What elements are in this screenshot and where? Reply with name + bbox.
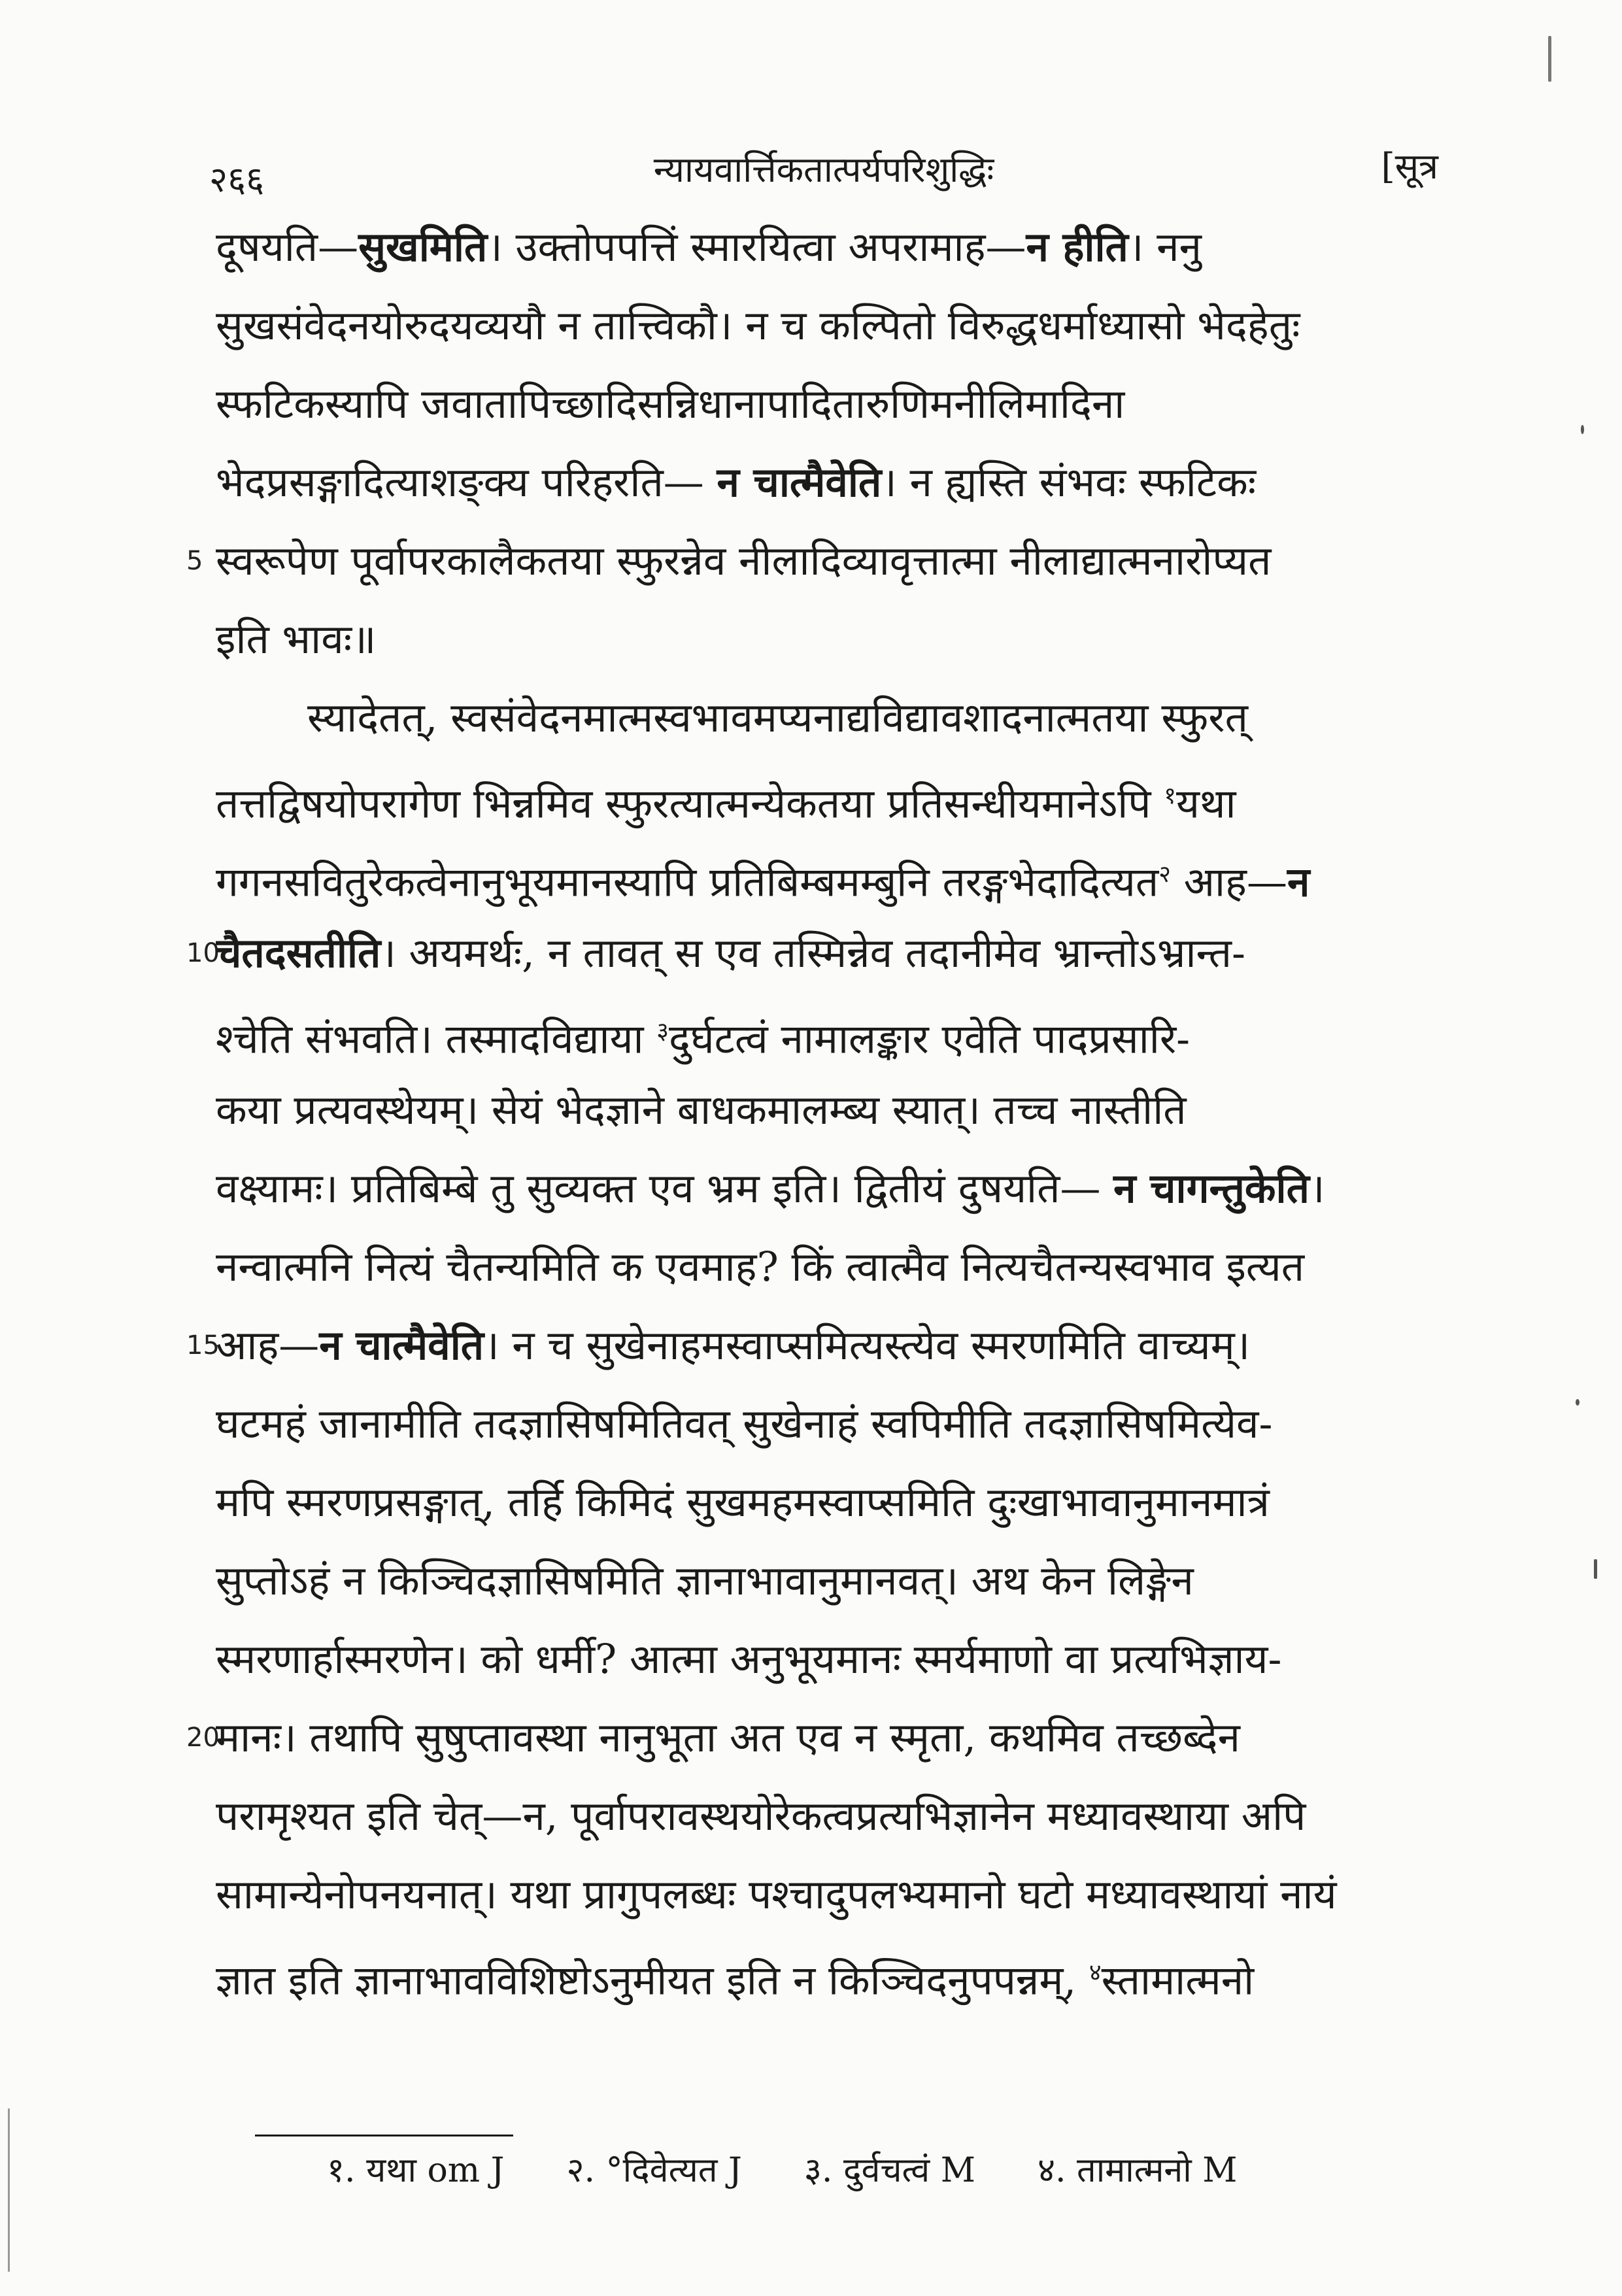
text-line xyxy=(216,1777,1445,1855)
footnote-ref: २ xyxy=(1158,861,1171,888)
text-line xyxy=(216,1306,1445,1385)
text-span: भेदप्रसङ्गादित्याशङ्क्य परिहरति— xyxy=(216,458,717,506)
footnote: २. °दिवेत्यत J xyxy=(566,2151,742,2190)
text-line xyxy=(216,1934,1445,2012)
footnote: १. यथा om J xyxy=(327,2151,505,2190)
text-span: सामान्येनोपनयनात्। यथा प्रागुपलब्धः पश्चादुपलभ्यमानो घटो मध्यावस्थायां नायं xyxy=(216,1870,1337,1918)
text-line xyxy=(216,286,1445,365)
text-span: सुखसंवेदनयोरुदयव्ययौ न तात्त्विकौ। न च कल्पितो विरुद्धधर्माध्यासो भेदहेतुः xyxy=(216,301,1300,349)
scan-speck xyxy=(1576,1399,1580,1406)
text-line xyxy=(216,1620,1445,1698)
text-span: मानः। तथापि सुषुप्तावस्था नानुभूता अत एव न स्मृता, कथमिव तच्छब्देन xyxy=(216,1714,1240,1761)
bold-lemma: चैतदसतीति xyxy=(216,929,381,977)
text-span: गगनसवितुरेकत्वेनानुभूयमानस्यापि प्रतिबिम्बमम्बुनि तरङ्गभेदादित्यत xyxy=(216,858,1159,906)
footnotes xyxy=(327,2146,1451,2192)
line-number: 10 xyxy=(186,938,220,968)
text-span: तत्तद्विषयोपरागेण भिन्नमिव स्फुरत्यात्मन्येकतया प्रतिसन्धीयमानेऽपि xyxy=(216,779,1164,828)
line-number: 20 xyxy=(186,1723,220,1753)
text-span: ज्ञात इति ज्ञानाभावविशिष्टोऽनुमीयत इति न किञ्चिदनुपपन्नम्, xyxy=(216,1956,1089,2004)
page-number: २६६ xyxy=(209,159,265,200)
text-span: । xyxy=(1309,1164,1325,1212)
text-span: सुप्तोऽहं न किञ्चिदज्ञासिषमिति ज्ञानाभावानुमानवत्। अथ केन लिङ्गेन xyxy=(216,1557,1194,1604)
bold-lemma: न चात्मैवेति xyxy=(319,1321,484,1369)
text-span: कया प्रत्यवस्थेयम्। सेयं भेदज्ञाने बाधकमालम्ब्य स्यात्। तच्च नास्तीति xyxy=(216,1086,1187,1134)
footnote: ४. तामात्मनो M xyxy=(1037,2151,1238,2190)
bold-lemma: सुखमिति xyxy=(358,223,488,271)
bold-lemma: न चागन्तुकेति xyxy=(1113,1164,1309,1212)
text-span: । उक्तोपपत्तिं स्मारयित्वा अपरामाह— xyxy=(487,223,1026,271)
footnote-ref: ३ xyxy=(656,1018,669,1045)
text-line xyxy=(216,1698,1445,1777)
text-line xyxy=(216,836,1445,914)
text-span: नन्वात्मनि नित्यं चैतन्यमिति क एवमाह? किं त्वात्मैव नित्यचैतन्यस्वभाव इत्यत xyxy=(216,1243,1305,1291)
bold-lemma: न xyxy=(1287,858,1310,906)
line-number: 5 xyxy=(186,546,203,576)
text-span: स्तामात्मनो xyxy=(1101,1956,1255,2004)
text-line xyxy=(216,1385,1445,1463)
text-line xyxy=(216,757,1445,836)
text-line xyxy=(216,208,1445,286)
scan-speck xyxy=(1581,425,1584,434)
footnote-ref: १ xyxy=(1164,783,1176,809)
text-line xyxy=(216,1542,1445,1620)
text-line xyxy=(216,522,1445,600)
text-line xyxy=(216,365,1445,443)
text-line xyxy=(216,1228,1445,1306)
text-span: । न ह्यस्ति संभवः स्फटिकः xyxy=(881,458,1257,506)
footnote-rule xyxy=(255,2135,513,2136)
line-number: 15 xyxy=(186,1330,220,1360)
text-span: । न च सुखेनाहमस्वाप्समित्यस्त्येव स्मरणमिति वाच्यम्। xyxy=(484,1321,1251,1369)
footnote: ३. दुर्वचत्वं M xyxy=(803,2151,975,2190)
bold-lemma: न चात्मैवेति xyxy=(717,458,882,506)
text-line xyxy=(307,679,1445,757)
text-span: परामृश्यत इति चेत्—न, पूर्वापरावस्थयोरेकत्वप्रत्यभिज्ञानेन मध्यावस्थाया अपि xyxy=(216,1792,1306,1840)
text-span: मपि स्मरणप्रसङ्गात्, तर्हि किमिदं सुखमहमस्वाप्समिति दुःखाभावानुमानमात्रं xyxy=(216,1478,1270,1526)
scan-edge-mark xyxy=(1548,36,1551,82)
text-line xyxy=(216,914,1445,992)
text-span: स्मरणार्हास्मरणेन। को धर्मी? आत्मा अनुभूयमानः स्मर्यमाणो वा प्रत्यभिज्ञाय- xyxy=(216,1635,1282,1683)
text-span: । ननु xyxy=(1128,223,1202,271)
footnote-ref: ४ xyxy=(1089,1959,1102,1986)
scan-edge-mark xyxy=(8,2108,10,2272)
text-line xyxy=(216,992,1445,1071)
running-header xyxy=(209,141,1438,199)
text-span: आह— xyxy=(1170,858,1287,906)
section-marker: [सूत्र xyxy=(1381,146,1438,187)
bold-lemma: न हीति xyxy=(1026,223,1128,271)
text-line xyxy=(216,1855,1445,1934)
text-span: स्यादेतत्, स्वसंवेदनमात्मस्वभावमप्यनाद्यविद्यावशादनात्मतया स्फुरत् xyxy=(307,694,1248,741)
text-span: दुर्घटत्वं नामालङ्कार एवेति पादप्रसारि- xyxy=(669,1015,1191,1063)
text-line xyxy=(216,1463,1445,1542)
text-span: इति भावः॥ xyxy=(216,615,377,663)
text-span: वक्ष्यामः। प्रतिबिम्बे तु सुव्यक्त एव भ्रम इति। द्वितीयं दुषयति— xyxy=(216,1164,1114,1212)
text-span: स्फटिकस्यापि जवातापिच्छादिसन्निधानापादितारुणिमनीलिमादिना xyxy=(216,380,1125,428)
text-line xyxy=(216,1149,1445,1228)
text-span: श्चेति संभवति। तस्मादविद्याया xyxy=(216,1015,657,1063)
running-title: न्यायवार्त्तिकतात्पर्यपरिशुद्धिः xyxy=(653,149,994,190)
text-span: दूषयति— xyxy=(216,223,359,271)
scan-speck xyxy=(1594,1559,1597,1579)
text-line xyxy=(216,1071,1445,1149)
text-line xyxy=(216,443,1445,522)
text-span: आह— xyxy=(216,1321,320,1369)
text-span: यथा xyxy=(1175,779,1236,828)
text-span: । अयमर्थः, न तावत् स एव तस्मिन्नेव तदानीमेव भ्रान्तोऽभ्रान्त- xyxy=(380,929,1245,977)
text-line xyxy=(216,600,1445,679)
text-span: स्वरूपेण पूर्वापरकालैकतया स्फुरन्नेव नीलादिव्यावृत्तात्मा नीलाद्यात्मनारोप्यत xyxy=(216,537,1272,584)
text-span: घटमहं जानामीति तदज्ञासिषमितिवत् सुखेनाहं स्वपिमीति तदज्ञासिषमित्येव- xyxy=(216,1400,1273,1447)
